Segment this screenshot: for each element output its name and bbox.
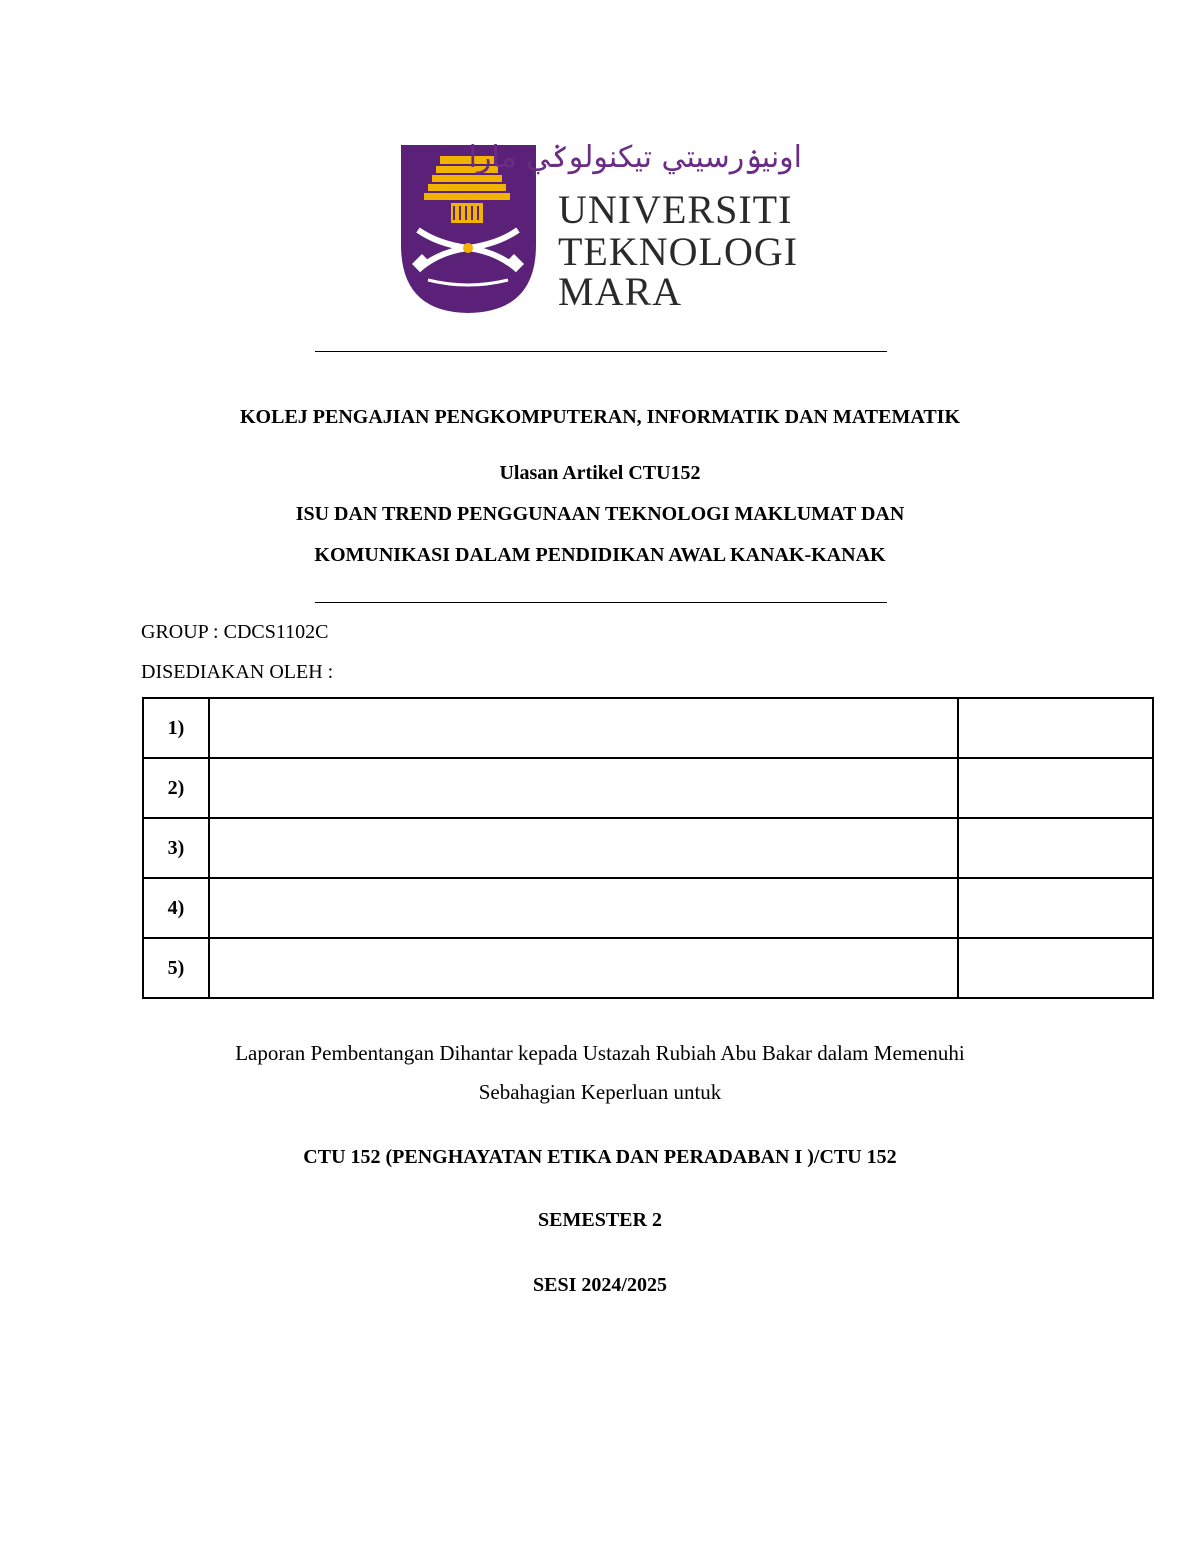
group-label: GROUP : CDCS1102C	[141, 621, 329, 643]
member-id-cell	[958, 938, 1153, 998]
member-id-cell	[958, 878, 1153, 938]
table-row	[143, 818, 1153, 878]
member-number: 5)	[143, 938, 209, 998]
logo-jawi-text: اونيۏرسيتي تيکنولوݢي مارا	[468, 140, 802, 175]
member-number: 4)	[143, 878, 209, 938]
member-number: 3)	[143, 818, 209, 878]
member-id-cell	[958, 698, 1153, 758]
member-name-cell	[209, 878, 958, 938]
members-table	[142, 697, 1154, 999]
submission-line-1: Laporan Pembentangan Dihantar kepada Ustazah Rubiah Abu Bakar dalam Memenuhi	[235, 1041, 965, 1065]
uitm-logo	[398, 140, 803, 316]
member-name-cell	[209, 938, 958, 998]
faculty-heading: KOLEJ PENGAJIAN PENGKOMPUTERAN, INFORMATIK DAN MATEMATIK	[240, 406, 960, 428]
table-row	[143, 878, 1153, 938]
session-label: SESI 2024/2025	[533, 1274, 667, 1296]
member-id-cell	[958, 818, 1153, 878]
article-title-line-1: ISU DAN TREND PENGGUNAAN TEKNOLOGI MAKLUMAT DAN	[295, 503, 905, 525]
table-row	[143, 938, 1153, 998]
article-title-line-2: KOMUNIKASI DALAM PENDIDIKAN AWAL KANAK-KANAK	[314, 544, 886, 566]
table-row	[143, 758, 1153, 818]
member-name-cell	[209, 818, 958, 878]
member-name-cell	[209, 698, 958, 758]
assignment-title: Ulasan Artikel CTU152	[499, 462, 701, 484]
member-number: 1)	[143, 698, 209, 758]
member-name-cell	[209, 758, 958, 818]
logo-line-teknologi: TEKNOLOGI	[558, 229, 799, 274]
logo-line-universiti: UNIVERSITI	[558, 187, 793, 232]
logo-line-mara: MARA	[558, 269, 683, 314]
course-title: CTU 152 (PENGHAYATAN ETIKA DAN PERADABAN I )/CTU 152	[303, 1146, 897, 1168]
semester-label: SEMESTER 2	[538, 1209, 662, 1231]
divider-top	[315, 351, 887, 352]
divider-bottom	[315, 602, 887, 603]
prepared-by-label: DISEDIAKAN OLEH :	[141, 661, 334, 683]
member-id-cell	[958, 758, 1153, 818]
table-row	[143, 698, 1153, 758]
submission-line-2: Sebahagian Keperluan untuk	[478, 1080, 722, 1104]
member-number: 2)	[143, 758, 209, 818]
